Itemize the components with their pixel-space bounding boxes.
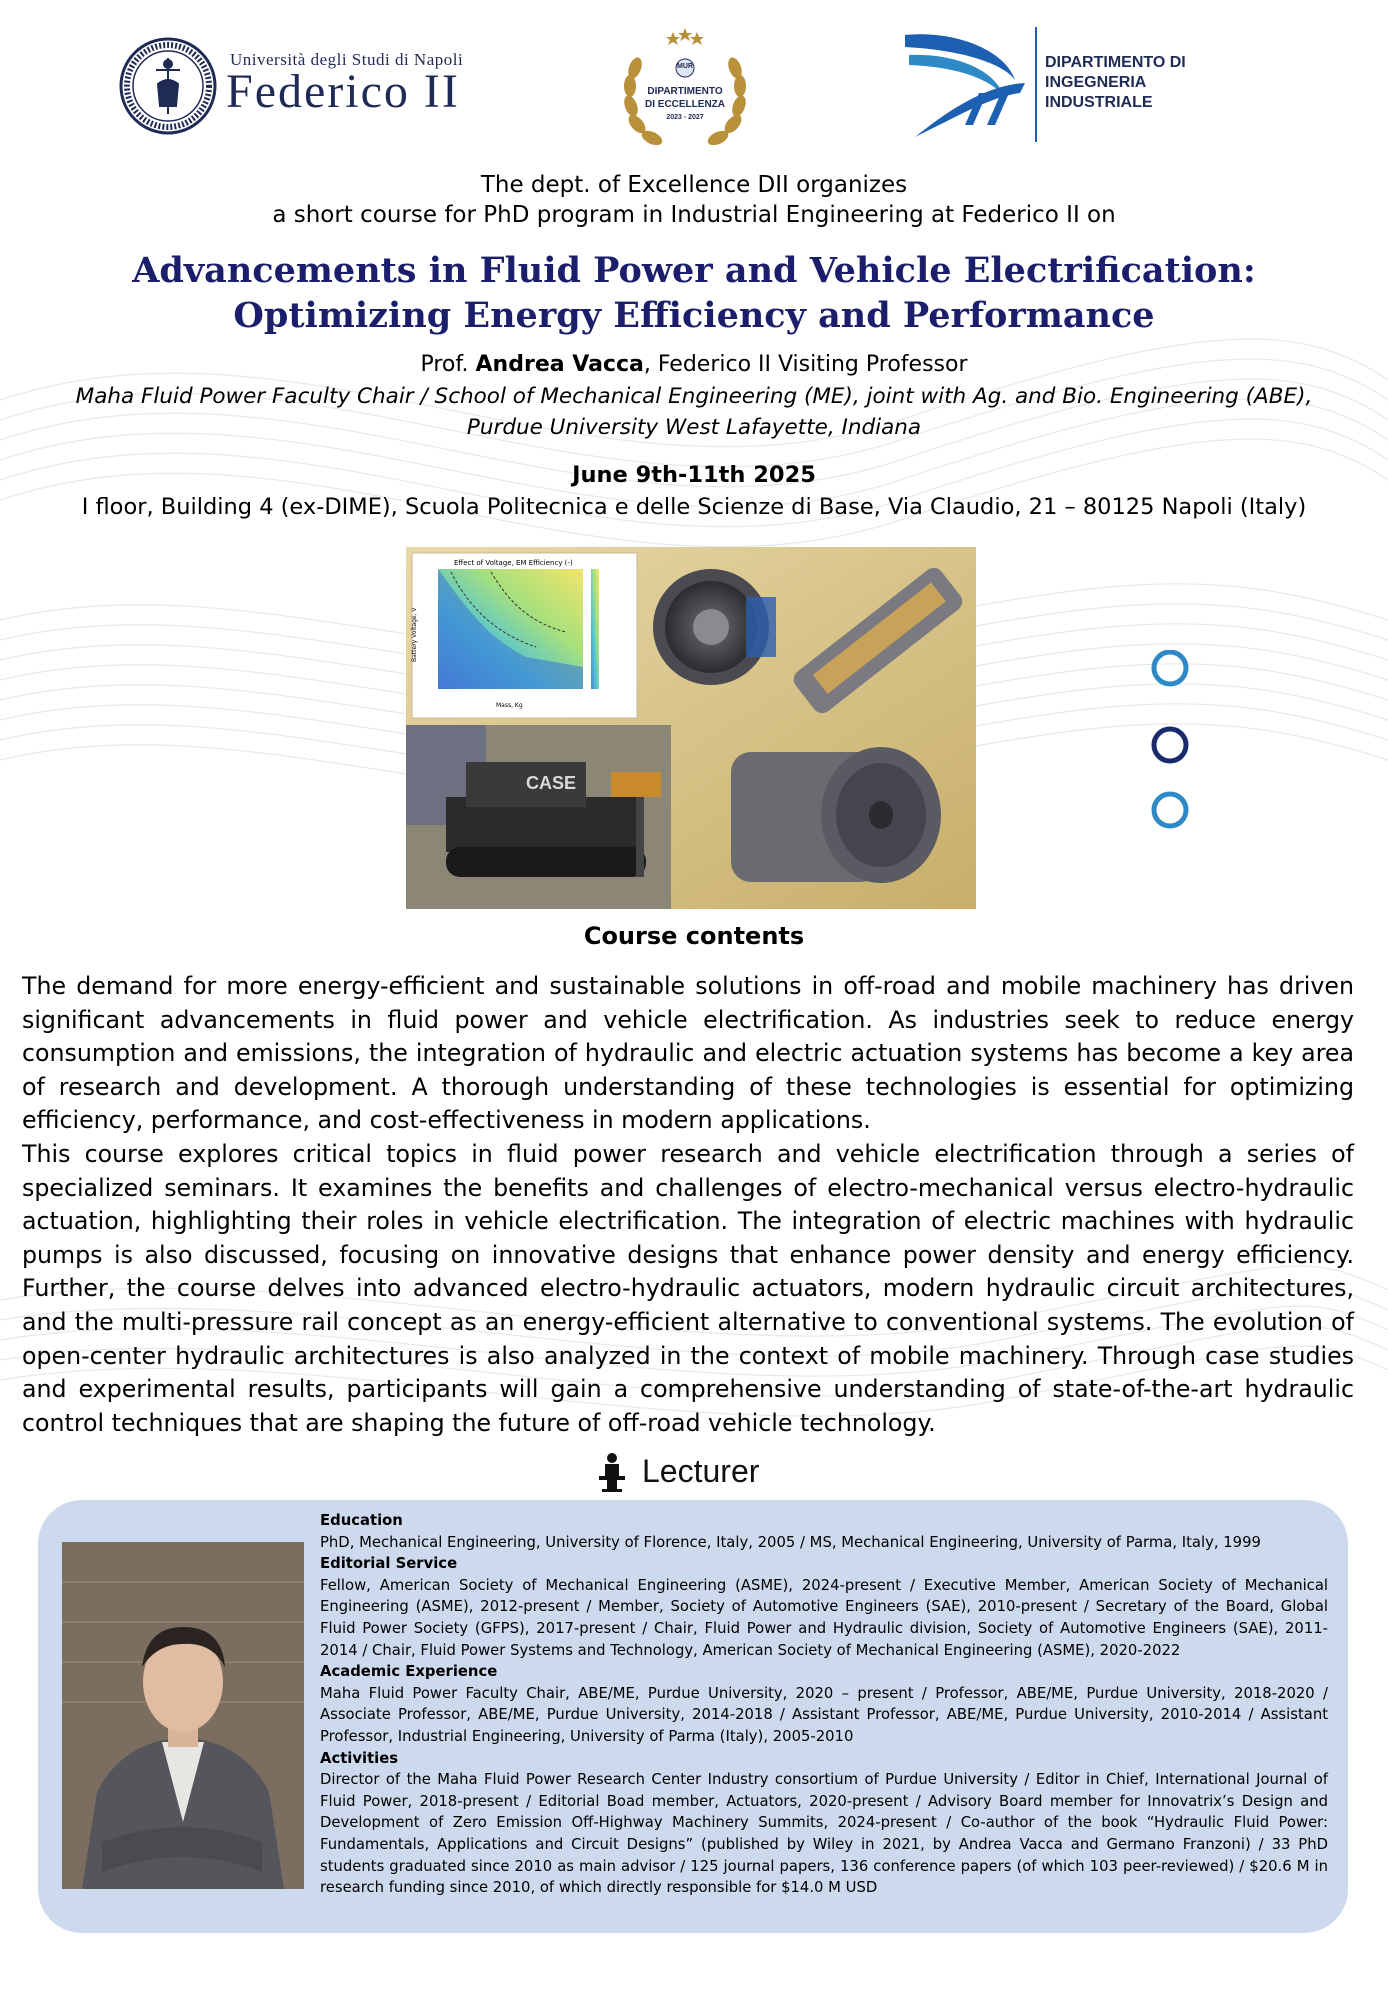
course-title — [0, 248, 1388, 338]
prof-name: Andrea Vacca — [475, 352, 644, 377]
affiliation — [0, 381, 1388, 443]
professor-line — [0, 352, 1388, 377]
lecturer-portrait — [62, 1542, 304, 1889]
course-paragraph-1: The demand for more energy-efficient and sustainable solutions in off-road and mobile machinery has driven significant advancements in fluid power and vehicle electrification. As industries seek to reduce energy consumption and emissions, the integration of hydraulic and electric actuation systems has become a key area of research and development. A thorough understanding of these technologies is essential for optimizing efficiency, performance, and cost-effectiveness in modern applications. — [22, 972, 1354, 1135]
compact-track-loader-photo — [406, 725, 671, 909]
chart-inset — [411, 553, 637, 718]
plot-ylabel: Battery Voltage, V — [411, 607, 418, 662]
bio-text-academic: Maha Fluid Power Faculty Chair, ABE/ME, Purdue University, 2020 – present / Professor, ABE/ME, Purdue University, 2018-2020 / Associate Professor, ABE/ME, Purdue University, 2014-2018 / Assistant Professor, ABE/ME, Purdue University, 2010-2014 / Assistant Professor, Industrial Engineering, University of Parma (Italy), 2005-2010 — [320, 1684, 1328, 1745]
intro-text — [0, 170, 1388, 230]
university-name: Università degli Studi di Napoli — [230, 50, 464, 69]
bio-heading-academic: Academic Experience — [320, 1663, 498, 1681]
bio-heading-education: Education — [320, 1512, 403, 1529]
circle-icon — [1154, 729, 1186, 761]
circle-icon — [1154, 794, 1186, 826]
bio-text-education: PhD, Mechanical Engineering, University of Florence, Italy, 2005 / MS, Mechanical Engineering, University of Parma, Italy, 1999 — [320, 1533, 1261, 1551]
lecturer-podium-icon — [594, 1452, 630, 1492]
motor-housing-photo — [731, 747, 941, 883]
dii-swoosh-icon — [895, 25, 1035, 145]
course-contents-heading: Course contents — [583, 922, 805, 950]
title-line1: Advancements in Fluid Power and Vehicle Electrification: — [132, 250, 1256, 291]
course-description — [22, 970, 1354, 1440]
prof-prefix: Prof. — [420, 352, 476, 377]
title-line2: Optimizing Energy Efficiency and Performance — [233, 295, 1155, 336]
bio-heading-editorial: Editorial Service — [320, 1555, 458, 1573]
federico-ii-logo — [118, 28, 488, 148]
bio-heading-activities: Activities — [320, 1749, 399, 1767]
course-photo-collage — [406, 547, 976, 909]
case-brand: CASE — [526, 773, 577, 793]
mur-label: MUR — [677, 63, 693, 70]
affiliation-line2: Purdue University West Lafayette, Indiana — [466, 415, 922, 440]
affiliation-line1: Maha Fluid Power Faculty Chair / School of Mechanical Engineering (ME), joint with Ag. and Bio. Engineering (ABE), — [75, 384, 1313, 409]
lecturer-heading — [590, 1452, 800, 1492]
excellence-badge — [615, 24, 755, 159]
intro-line2: a short course for PhD program in Industrial Engineering at Federico II on — [272, 202, 1116, 228]
course-paragraph-2: This course explores critical topics in fluid power research and vehicle electrification through a series of specialized seminars. It examines the benefits and challenges of electro-mechanical versus electro-hydraulic actuation, highlighting their roles in vehicle electrification. The integration of electric machines with hydraulic pumps is also discussed, focusing on innovative designs that enhance power density and energy efficiency. Further, the course delves into advanced electro-hydraulic actuators, modern hydraulic circuit architectures, and the multi-pressure rail concept as an energy-efficient alternative to conventional systems. The evolution of open-center hydraulic architectures is also analyzed in the context of mobile machinery. Through case studies and experimental results, participants will gain a comprehensive understanding of state-of-the-art hydraulic control techniques that are shaping the future of off-road vehicle technology. — [22, 1139, 1354, 1437]
federico-ii-wordmark: Federico II — [226, 65, 460, 118]
bio-text-activities: Director of the Maha Fluid Power Research Center Industry consortium of Purdue University / Editor in Chief, International Journal of Fluid Power, 2018-present / Editorial Boad member, Actuators, 2020-present / Advisory Board member for Innovatrix’s Design and Development of Zero Emission Off-Highway Machinery Summits, 2024-present / Co-author of the book “Hydraulic Fluid Power: Fundamentals, Applications and Circuit Designs” (published by Wiley in 2021, by Andrea Vacca and Germano Franzoni) / 33 PhD students graduated since 2010 as main advisor / 125 journal papers, 136 conference papers (of which 103 peer-reviewed) / $20.6 M in research funding since 2010, of which directly responsible for $14.0 M USD — [320, 1771, 1328, 1897]
badge-years: 2023 - 2027 — [666, 114, 704, 121]
dii-divider — [1035, 27, 1037, 142]
circle-icon — [1154, 652, 1186, 684]
collage-svg — [406, 547, 976, 909]
decorative-circles — [1150, 650, 1190, 830]
lecturer-bio — [320, 1510, 1328, 1899]
lecturer-label: Lecturer — [642, 1453, 760, 1489]
portrait-svg — [62, 1542, 304, 1889]
event-date: June 9th-11th 2025 — [572, 462, 816, 488]
bio-text-editorial: Fellow, American Society of Mechanical Engineering (ASME), 2024-present / Executive Member, American Society of Mechanical Engineering (ASME), 2012-present / Member, Society of Automotive Engineers (SAE), 2010-present / Secretary of the Board, Global Fluid Power Society (GFPS), 2017-present / Chair, Fluid Power and Hydraulic division, Society of Automotive Engineers (SAE), 2011-2014 / Chair, Fluid Power Systems and Technology, American Society of Mechanical Engineering (ASME), 2020-2022 — [320, 1576, 1328, 1659]
dii-logo — [895, 25, 1225, 145]
university-seal-icon — [118, 36, 218, 136]
intro-line1: The dept. of Excellence DII organizes — [480, 172, 908, 198]
badge-line2: DI ECCELLENZA — [645, 99, 725, 110]
dii-department-name: DIPARTIMENTO DI INGEGNERIA INDUSTRIALE — [1045, 54, 1186, 111]
event-place: I floor, Building 4 (ex-DIME), Scuola Politecnica e delle Scienze di Base, Via Claudio, 21 – 80125 Napoli (Italy) — [81, 494, 1307, 520]
plot-xlabel: Mass, Kg — [496, 702, 523, 709]
badge-line1: DIPARTIMENTO — [647, 86, 723, 97]
prof-suffix: , Federico II Visiting Professor — [643, 352, 968, 377]
plot-title: Effect of Voltage, EM Efficiency (-) — [454, 559, 573, 567]
